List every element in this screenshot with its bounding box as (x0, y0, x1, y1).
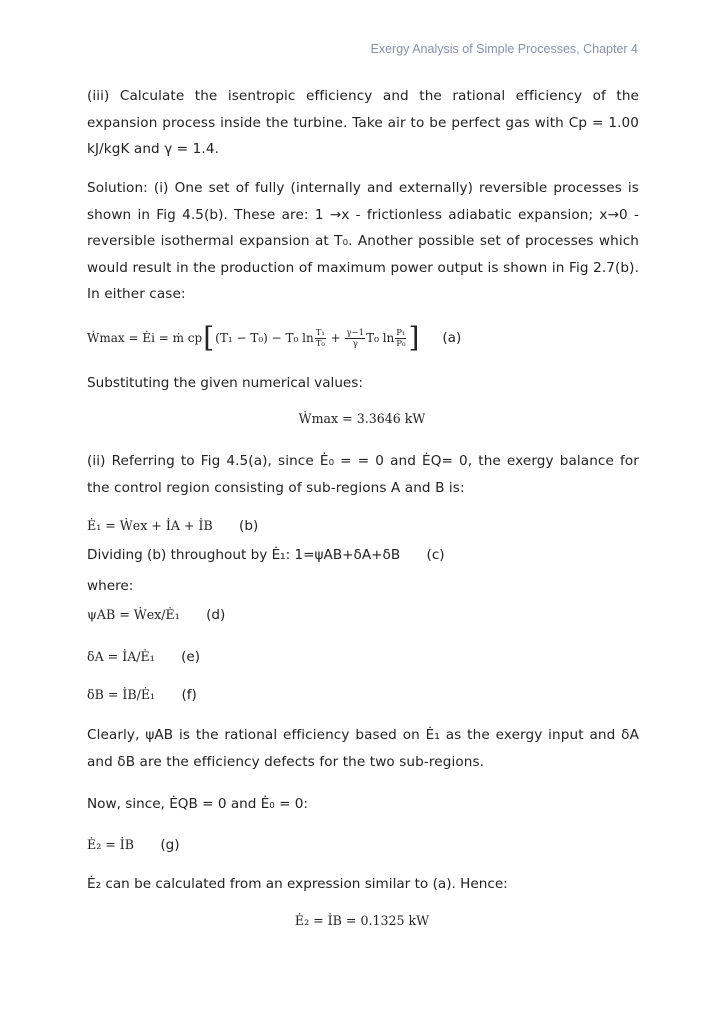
equation-a: Ẇmax = Ėi = ṁ cp [ (T₁ − T₀) − T₀ ln $\frac{\text{T₁}}{\text{T₀}}$ + $\frac{\gamma-1}{\gamma}$ T₀ ln $\frac{\text{P₁}}{\text{P₀}}$ ] (a) (87, 321, 462, 354)
wmax-result: Ẇmax = 3.3646 kW (298, 411, 426, 426)
substituting-text: Substituting the given numerical values: (87, 375, 363, 391)
left-bracket: [ (203, 321, 215, 354)
equation-d: ψAB = Ẇex/Ė₁ (d) (87, 607, 226, 623)
right-bracket: ] (408, 321, 420, 354)
solution-paragraph: Solution: (i) One set of fully (internally and externally) reversible processes is shown in Fig 4.5(b). These are: 1 →x - frictionless adiabatic expansion; x→0 - reversible isothermal expansion at T₀. Another possible set of processes which would result in the production of maximum power output is shown in Fig 2.7(b). In either case: (87, 180, 639, 303)
now-since-text: Now, since, ĖQB = 0 and Ė₀ = 0: (87, 796, 309, 812)
equation-b: Ė₁ = Ẇex + İA + İB (b) (87, 518, 259, 534)
part-ii-paragraph: (ii) Referring to Fig 4.5(a), since Ė₀ = = 0 and ĖQ= 0, the exergy balance for the control region consisting of sub-regions A and B is: (87, 453, 639, 496)
eq-a-lhs: Ẇmax = Ėi = ṁ cp (87, 331, 203, 345)
equation-c: Dividing (b) throughout by Ė₁: 1=ψAB+δA+δB (c) (87, 547, 445, 563)
equation-e: δA = İA/Ė₁ (e) (87, 649, 201, 665)
running-header: Exergy Analysis of Simple Processes, Chapter 4 (370, 42, 638, 56)
eq-a-body: (T₁ − T₀) − T₀ ln (215, 331, 314, 345)
fraction-p1-p0: $\frac{\text{P₁}}{\text{P₀}}$ (396, 327, 406, 349)
clearly-paragraph: Clearly, ψAB is the rational efficiency based on Ė₁ as the exergy input and δA and δB are the efficiency defects for the two sub-regions. (87, 727, 639, 770)
eq-a-mid: T₀ ln (366, 331, 395, 345)
e2-calculation-text: Ė₂ can be calculated from an expression similar to (a). Hence: (87, 876, 508, 892)
fraction-gamma: $\frac{\gamma-1}{\gamma}$ (346, 327, 365, 349)
equation-f: δB = İB/Ė₁ (f) (87, 687, 197, 703)
e2-result: Ė₂ = İB = 0.1325 kW (294, 913, 430, 928)
part-iii-paragraph: (iii) Calculate the isentropic efficiency and the rational efficiency of the expansion process inside the turbine. Take air to be perfect gas with Cp = 1.00 kJ/kgK and γ = 1.4. (87, 88, 639, 158)
eq-a-label: (a) (442, 330, 462, 346)
where-label: where: (87, 578, 134, 594)
fraction-t1-t0: $\frac{\text{T₁}}{\text{T₀}}$ (315, 327, 325, 349)
equation-g: Ė₂ = İB (g) (87, 837, 180, 853)
